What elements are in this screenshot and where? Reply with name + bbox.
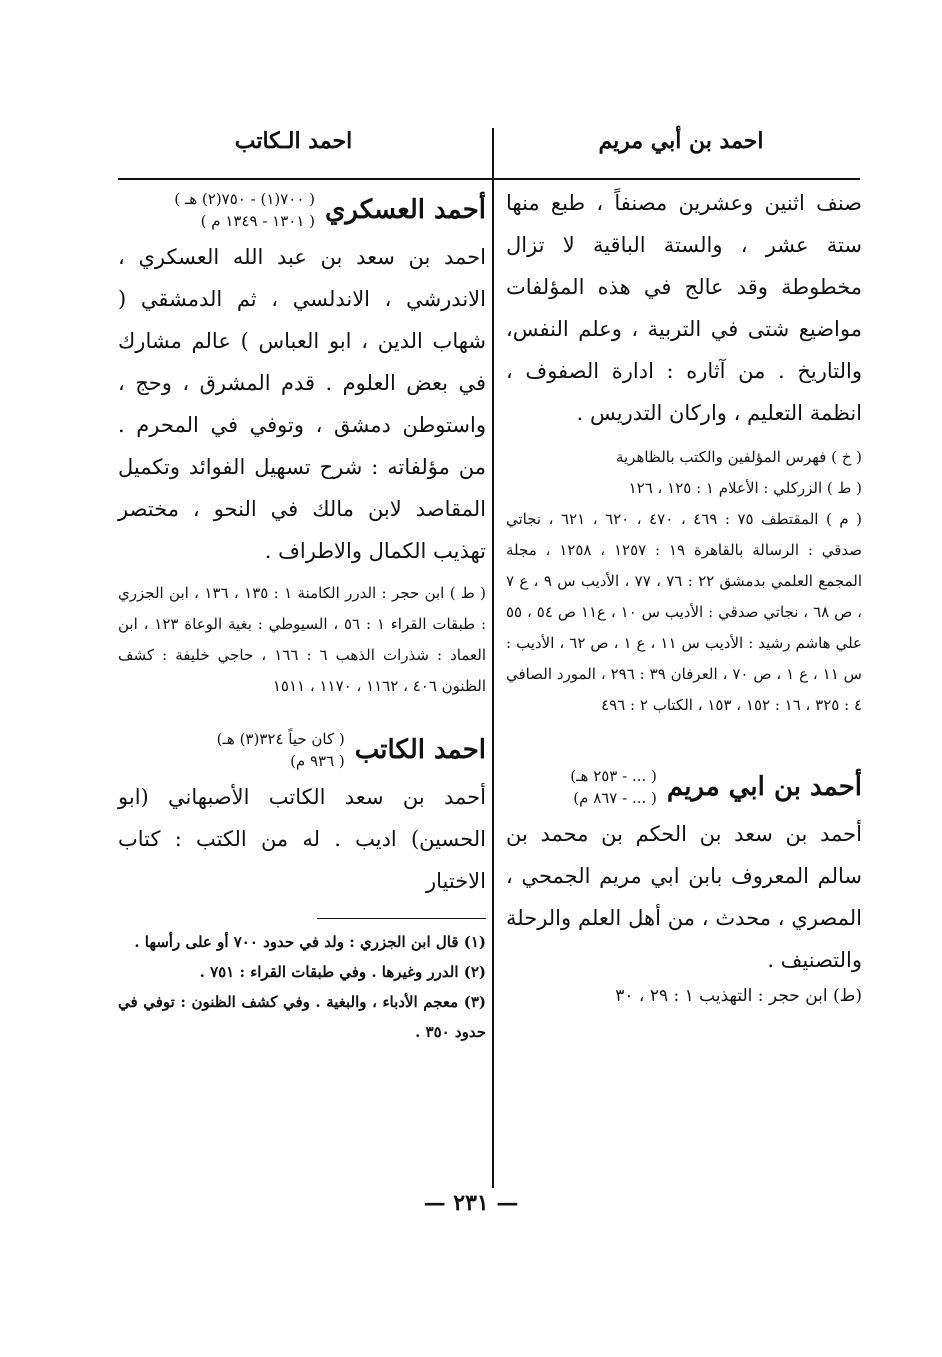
entry-name: أحمد العسكري: [325, 195, 486, 225]
dates-gregorian: ( ٩٣٦ م): [290, 752, 345, 770]
entry-body: أحمد بن سعد بن الحكم بن محمد بن سالم المعروف بابن ابي مريم الجمحي ، المصري ، محدث ، من أهل العلم والرحلة والتصنيف .: [506, 822, 862, 972]
entry-dates: [217, 728, 345, 772]
entry-name: احمد الكاتب: [354, 735, 486, 765]
entry-dates: [174, 188, 315, 232]
dates-hijri: ( ٧٠٠(١) - ٧٥٠(٢) هـ ): [174, 190, 316, 208]
left-column: [118, 182, 486, 1047]
footnote-3: (٣) معجم الأدباء ، والبغية . وفي كشف الظنون : توفي في حدود ٣٥٠ .: [118, 993, 486, 1041]
source-periodicals: ( م ) المقتطف ٧٥ : ٤٦٩ ، ٤٧٠ ، ٦٢٠ ، ٦٢١ ، نجاتي صدقي : الرسالة بالقاهرة ١٩ : ١٢٥٧ ، ١٢٥٨ ، مجلة المجمع العلمي بدمشق ٢٢ : ٧٦ ، ٧٧ ، الأديب س ٩ ، ع ٧ ، ص ٦٨ ، نجاتي صدقي : الأديب س ١٠ ، ع١١ ص ٥٤ ، ٥٥ علي هاشم رشيد : الأديب س ١١ ، ع ١ ، ص ٦٢ ، الأديب : س ١١ ، ع ١ ، ص ٧٠ ، العرفان ٣٩ : ٢٩٦ ، المورد الصافي ٤ : ٣٢٥ ، ١٦ : ١٥٢ ، ١٥٣ ، الكتاب ٢ : ٤٩٦: [506, 510, 863, 714]
footnote-rule: [317, 918, 486, 919]
entry-dates: [570, 765, 657, 809]
source-printed: ( ط ) الزركلي : الأعلام ١ : ١٢٥ ، ١٢٦: [628, 479, 862, 497]
header-rule: [118, 178, 860, 180]
entry-continuation-text: صنف اثنين وعشرين مصنفاً ، طبع منها ستة عشر ، والستة الباقية لا تزال مخطوطة وقد عالج في هذه المؤلفات مواضيع شتى في التربية ، وعلم النفس، والتاريخ . من آثاره : ادارة الصفوف ، انظمة التعليم ، واركان التدريس .: [506, 191, 862, 425]
entry-heading-katib: [118, 728, 486, 772]
dates-hijri: ( كان حياً ٣٢٤(٣) هـ): [216, 730, 345, 748]
entry-heading-askari: [118, 188, 486, 232]
footnote-1: (١) قال ابن الجزري : ولد في حدود ٧٠٠ أو على رأسها .: [134, 933, 486, 951]
running-header-left: احمد الـكاتب: [234, 128, 353, 154]
dates-gregorian: ( ... - ٨٦٧ م): [573, 789, 657, 807]
dates-hijri: ( ... - ٢٥٣ هـ): [570, 767, 657, 785]
page-number: — ٢٣١ —: [423, 1190, 519, 1216]
entry-body: أحمد بن سعد الكاتب الأصبهاني (ابو الحسين) اديب . له من الكتب : كتاب الاختيار: [118, 785, 486, 893]
entry-source: (ط) ابن حجر : التهذيب ١ : ٢٩ ، ٣٠: [615, 986, 862, 1006]
column-divider: [492, 128, 494, 1188]
entry-heading-ibn-abi-maryam: [506, 765, 862, 809]
entry-source: ( ط ) ابن حجر : الدرر الكامنة ١ : ١٣٥ ، ١٣٦ ، ابن الجزري : طبقات القراء ١ : ٥٦ ، السيوطي : بغية الوعاة ١٢٣ ، ابن العماد : شذرات الذهب ٦ : ١٦٦ ، حاجي خليفة : كشف الظنون ٤٠٦ ، ١١٦٢ ، ١١٧٠ ، ١٥١١: [118, 584, 487, 695]
source-manuscript: ( خ ) فهرس المؤلفين والكتب بالظاهرية: [615, 448, 862, 466]
running-header-right: احمد بن أبي مريم: [598, 128, 764, 154]
entry-name: أحمد بن ابي مريم: [666, 772, 862, 802]
right-column: [506, 182, 862, 1012]
footnote-2: (٢) الدرر وغيرها . وفي طبقات القراء : ٧٥١ .: [199, 963, 486, 981]
dates-gregorian: ( ١٣٠١ - ١٣٤٩ م ): [200, 212, 316, 230]
entry-body: احمد بن سعد بن عبد الله العسكري ، الاندرشي ، الاندلسي ، ثم الدمشقي ( شهاب الدين ، ابو العباس ) عالم مشارك في بعض العلوم . قدم المشرق ، وحج ، واستوطن دمشق ، وتوفي في المحرم . من مؤلفاته : شرح تسهيل الفوائد وتكميل المقاصد لابن مالك في النحو ، مختصر تهذيب الكمال والاطراف .: [118, 245, 486, 563]
